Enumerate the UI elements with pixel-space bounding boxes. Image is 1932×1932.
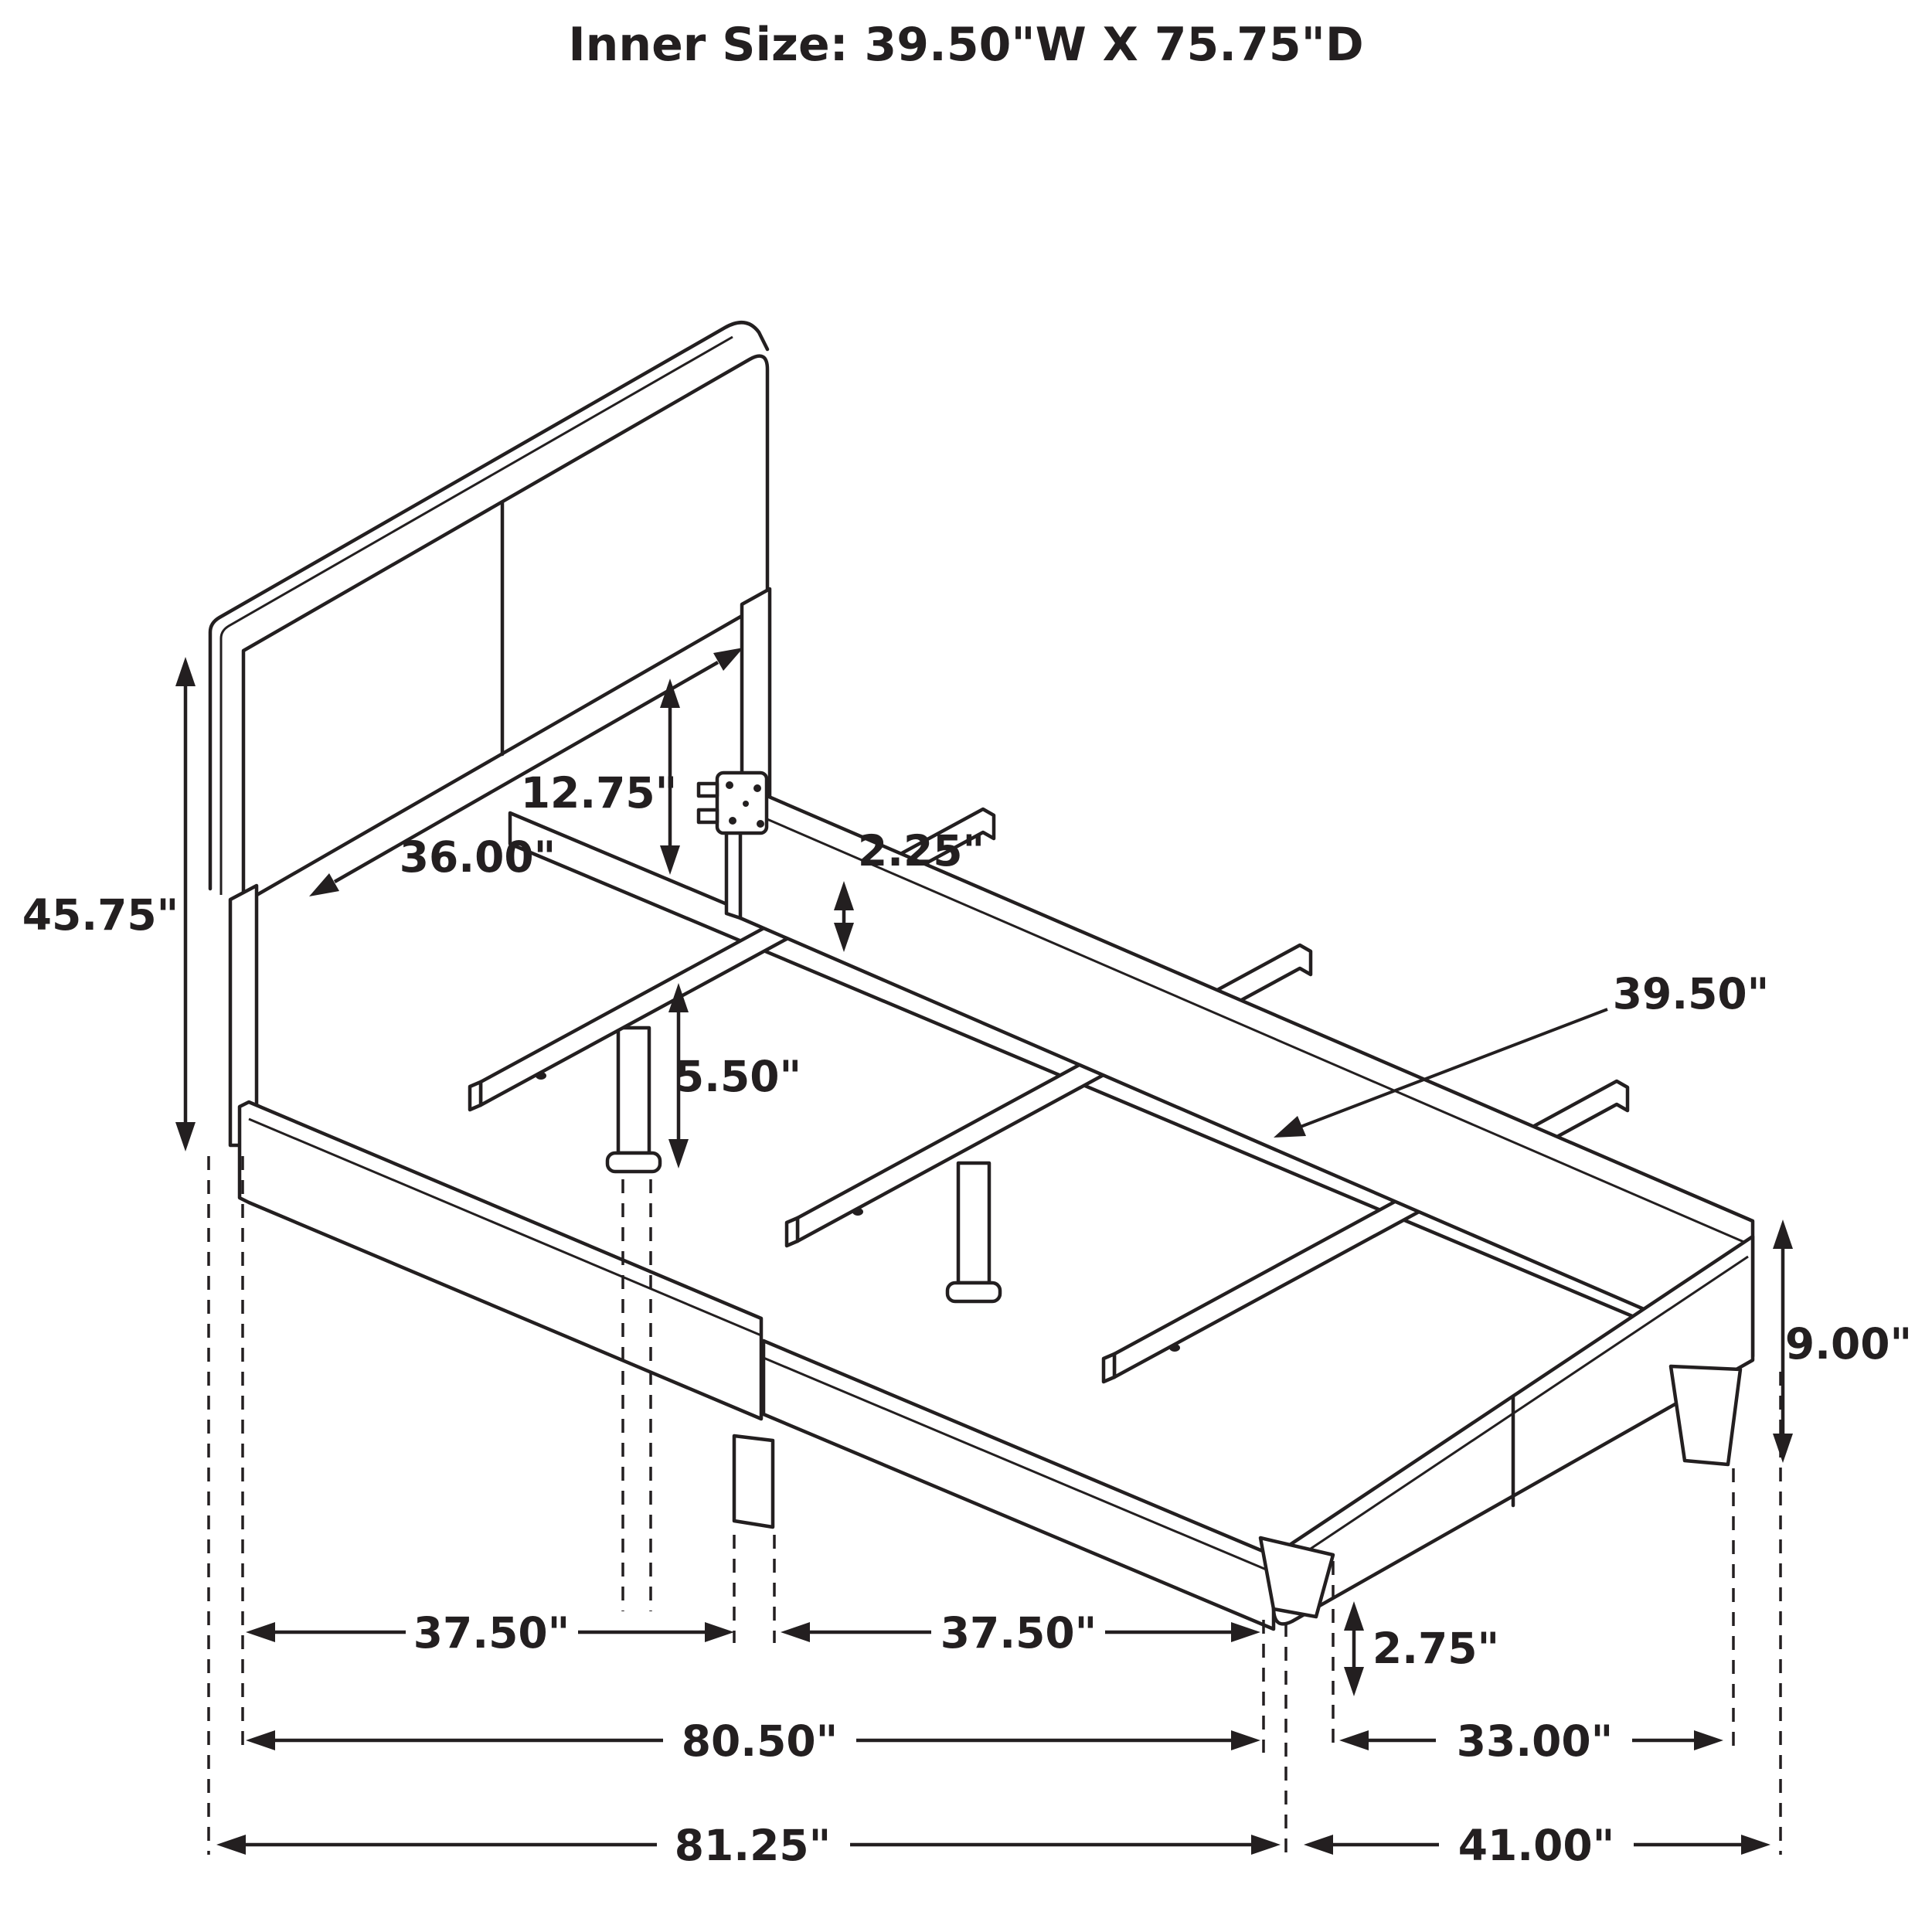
dim-label: 2.25" bbox=[857, 826, 985, 876]
dim-overall-length bbox=[216, 1821, 1281, 1870]
slat-1-hole bbox=[536, 1072, 546, 1080]
slat-2-hole bbox=[852, 1208, 863, 1216]
foot-rear-leg bbox=[1671, 1366, 1740, 1464]
bracket-hole bbox=[757, 820, 764, 828]
dim-label: 36.00" bbox=[399, 832, 556, 882]
rail-bracket bbox=[699, 773, 767, 833]
headboard bbox=[210, 322, 770, 1147]
dim-label: 12.75" bbox=[520, 768, 678, 818]
diagram-title: Inner Size: 39.50"W X 75.75"D bbox=[568, 18, 1364, 72]
slat-2-end-cap bbox=[787, 1218, 798, 1246]
bracket-hole bbox=[753, 784, 761, 792]
dim-foot-overall-width bbox=[1304, 1821, 1770, 1870]
dim-rail-segment-head bbox=[246, 1608, 734, 1658]
center-front-leg bbox=[734, 1436, 773, 1527]
dim-foot-section-length bbox=[1339, 1716, 1723, 1766]
dim-rail-segment-foot bbox=[781, 1608, 1260, 1658]
slat-leg-1 bbox=[618, 1028, 649, 1153]
front-rail-foot-piping bbox=[764, 1358, 1274, 1573]
bracket-hook-bottom bbox=[699, 810, 717, 822]
dim-label: 39.50" bbox=[1612, 969, 1770, 1019]
bracket-hole bbox=[726, 781, 733, 789]
dim-label: 37.50" bbox=[940, 1608, 1097, 1658]
dim-foot-leg-height bbox=[1344, 1601, 1499, 1696]
dim-label: 2.75" bbox=[1372, 1624, 1500, 1673]
slat-leg-2-foot bbox=[947, 1283, 1000, 1301]
front-rail-foot-section bbox=[764, 1341, 1274, 1629]
dim-label: 9.00" bbox=[1784, 1319, 1913, 1369]
slat-3-end-cap bbox=[1104, 1354, 1114, 1382]
far-side-rail bbox=[699, 773, 1753, 1356]
bracket-hook-top bbox=[699, 784, 717, 796]
dim-label: 33.00" bbox=[1456, 1716, 1614, 1766]
dim-rail-total-length bbox=[246, 1716, 1260, 1766]
slat-3-hole bbox=[1169, 1344, 1180, 1352]
bracket-hole bbox=[743, 801, 749, 807]
slat-leg-1-foot bbox=[607, 1153, 660, 1172]
dim-side-rail-height bbox=[1773, 1219, 1912, 1463]
headboard-panel-face bbox=[243, 356, 767, 903]
dim-support-leg-height bbox=[668, 983, 801, 1168]
dim-label: 5.50" bbox=[674, 1052, 802, 1101]
dim-label: 37.50" bbox=[413, 1608, 570, 1658]
dim-label: 41.00" bbox=[1458, 1821, 1615, 1870]
slat-leg-2 bbox=[958, 1163, 989, 1283]
dim-label: 81.25" bbox=[674, 1821, 832, 1870]
dim-label: 80.50" bbox=[681, 1716, 838, 1766]
slat-1-end-cap bbox=[470, 1082, 481, 1110]
dim-headboard-height bbox=[22, 657, 196, 1151]
bracket-hole bbox=[729, 817, 736, 825]
dim-label: 45.75" bbox=[22, 890, 179, 940]
